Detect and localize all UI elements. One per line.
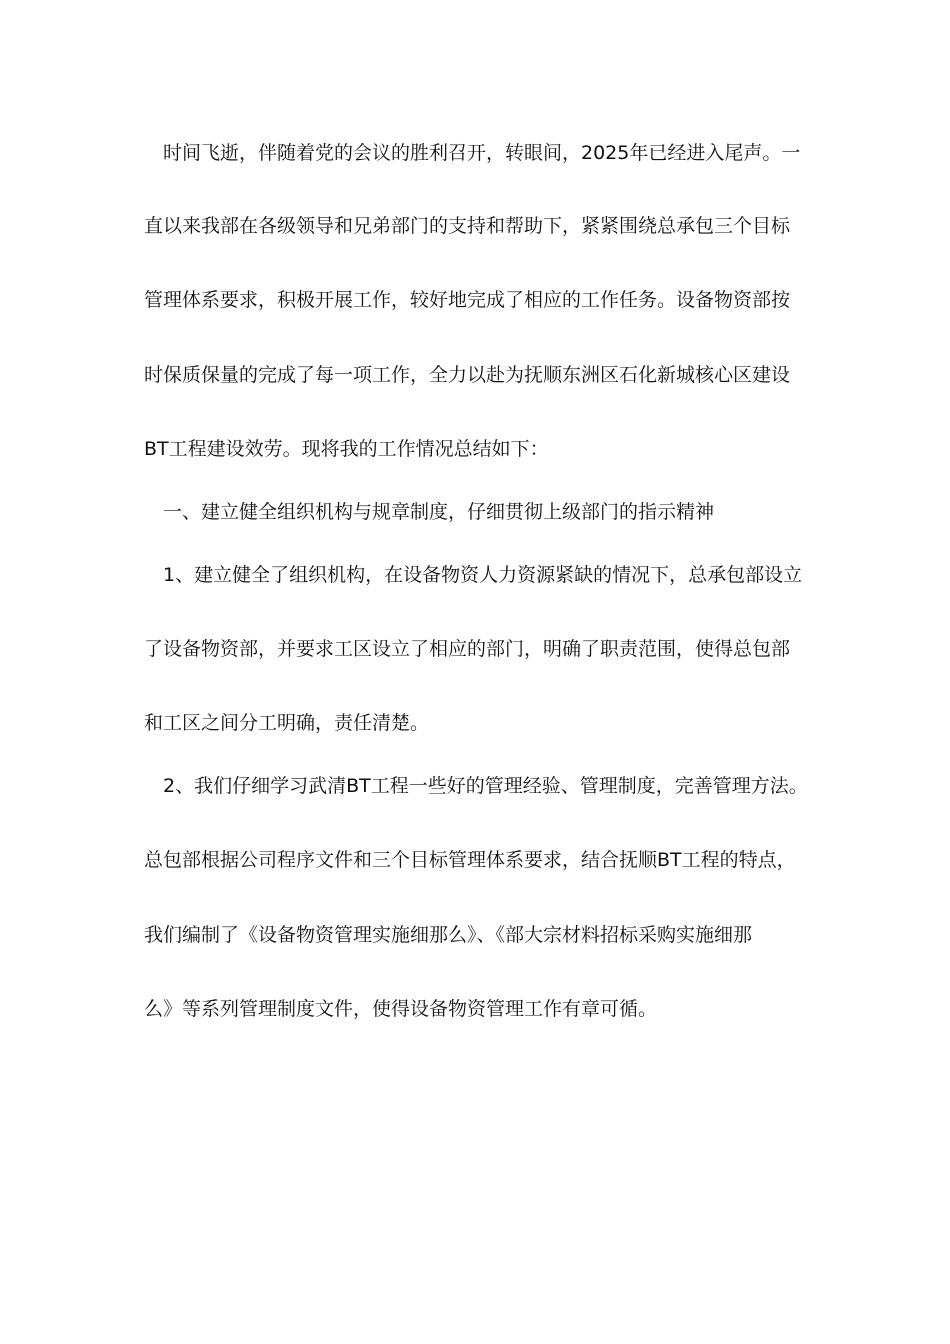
item-1-line-1: 1、建立健全了组织机构，在设备物资人力资源紧缺的情况下，总承包部设立 — [163, 564, 803, 586]
section-heading-1: 一、建立健全组织机构与规章制度，仔细贯彻上级部门的指示精神 — [163, 501, 715, 523]
item-2-line-2: 总包部根据公司程序文件和三个目标管理体系要求，结合抚顺BT工程的特点， — [144, 849, 796, 871]
item-2-line-1: 2、我们仔细学习武清BT工程一些好的管理经验、管理制度，完善管理方法。 — [163, 775, 808, 797]
paragraph-1-line-1: 时间飞逝，伴随着党的会议的胜利召开，转眼间，2025年已经进入尾声。一 — [163, 142, 801, 164]
item-1-line-3: 和工区之间分工明确，责任清楚。 — [144, 712, 430, 734]
paragraph-1-line-2: 直以来我部在各级领导和兄弟部门的支持和帮助下，紧紧围绕总承包三个目标 — [144, 215, 791, 237]
item-2-line-3: 我们编制了《设备物资管理实施细那么》、《部大宗材料招标采购实施细那 — [144, 924, 753, 946]
item-2-line-4: 么》等系列管理制度文件，使得设备物资管理工作有章可循。 — [144, 998, 658, 1020]
paragraph-1-line-5: BT工程建设效劳。现将我的工作情况总结如下： — [144, 438, 549, 460]
paragraph-1-line-3: 管理体系要求，积极开展工作，较好地完成了相应的工作任务。设备物资部按 — [144, 289, 791, 311]
paragraph-1-line-4: 时保质保量的完成了每一项工作，全力以赴为抚顺东洲区石化新城核心区建设 — [144, 364, 791, 386]
item-1-line-2: 了设备物资部，并要求工区设立了相应的部门，明确了职责范围，使得总包部 — [144, 638, 791, 660]
